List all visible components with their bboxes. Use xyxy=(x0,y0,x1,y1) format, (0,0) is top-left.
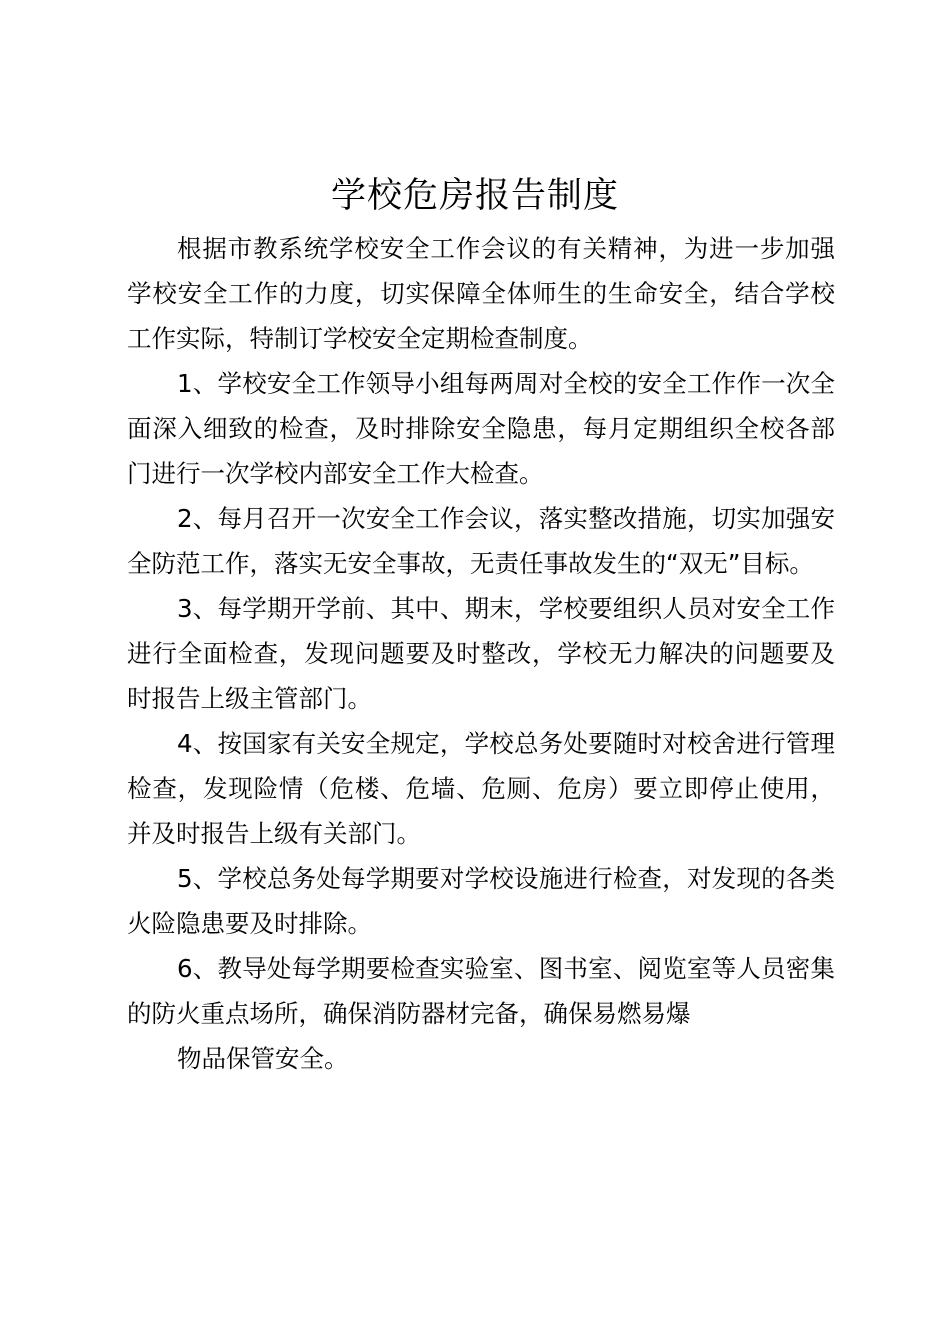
paragraph-item-6-continued: 物品保管安全。 xyxy=(177,1044,349,1073)
paragraph-item-2: 2、每月召开一次安全工作会议，落实整改措施，切实加强安全防范工作，落实无安全事故，无责任事故发生的“双无”目标。 xyxy=(127,504,835,578)
document-body xyxy=(127,226,835,1081)
paragraph-item-1: 1、学校安全工作领导小组每两周对全校的安全工作作一次全面深入细致的检查，及时排除安全隐患，每月定期组织全校各部门进行一次学校内部安全工作大检查。 xyxy=(127,369,835,488)
document-title: 学校危房报告制度 xyxy=(330,176,619,216)
paragraph-intro: 根据市教系统学校安全工作会议的有关精神，为进一步加强学校安全工作的力度，切实保障全体师生的生命安全，结合学校工作实际，特制订学校安全定期检查制度。 xyxy=(127,234,835,353)
paragraph-item-5: 5、学校总务处每学期要对学校设施进行检查，对发现的各类火险隐患要及时排除。 xyxy=(127,864,835,938)
paragraph-item-4: 4、按国家有关安全规定，学校总务处要随时对校舍进行管理检查，发现险情（危楼、危墙、危厕、危房）要立即停止使用，并及时报告上级有关部门。 xyxy=(127,729,835,848)
paragraph-item-3: 3、每学期开学前、其中、期末，学校要组织人员对安全工作进行全面检查，发现问题要及时整改，学校无力解决的问题要及时报告上级主管部门。 xyxy=(127,594,835,713)
paragraph-item-6: 6、教导处每学期要检查实验室、图书室、阅览室等人员密集的防火重点场所，确保消防器材完备，确保易燃易爆 xyxy=(127,954,835,1028)
